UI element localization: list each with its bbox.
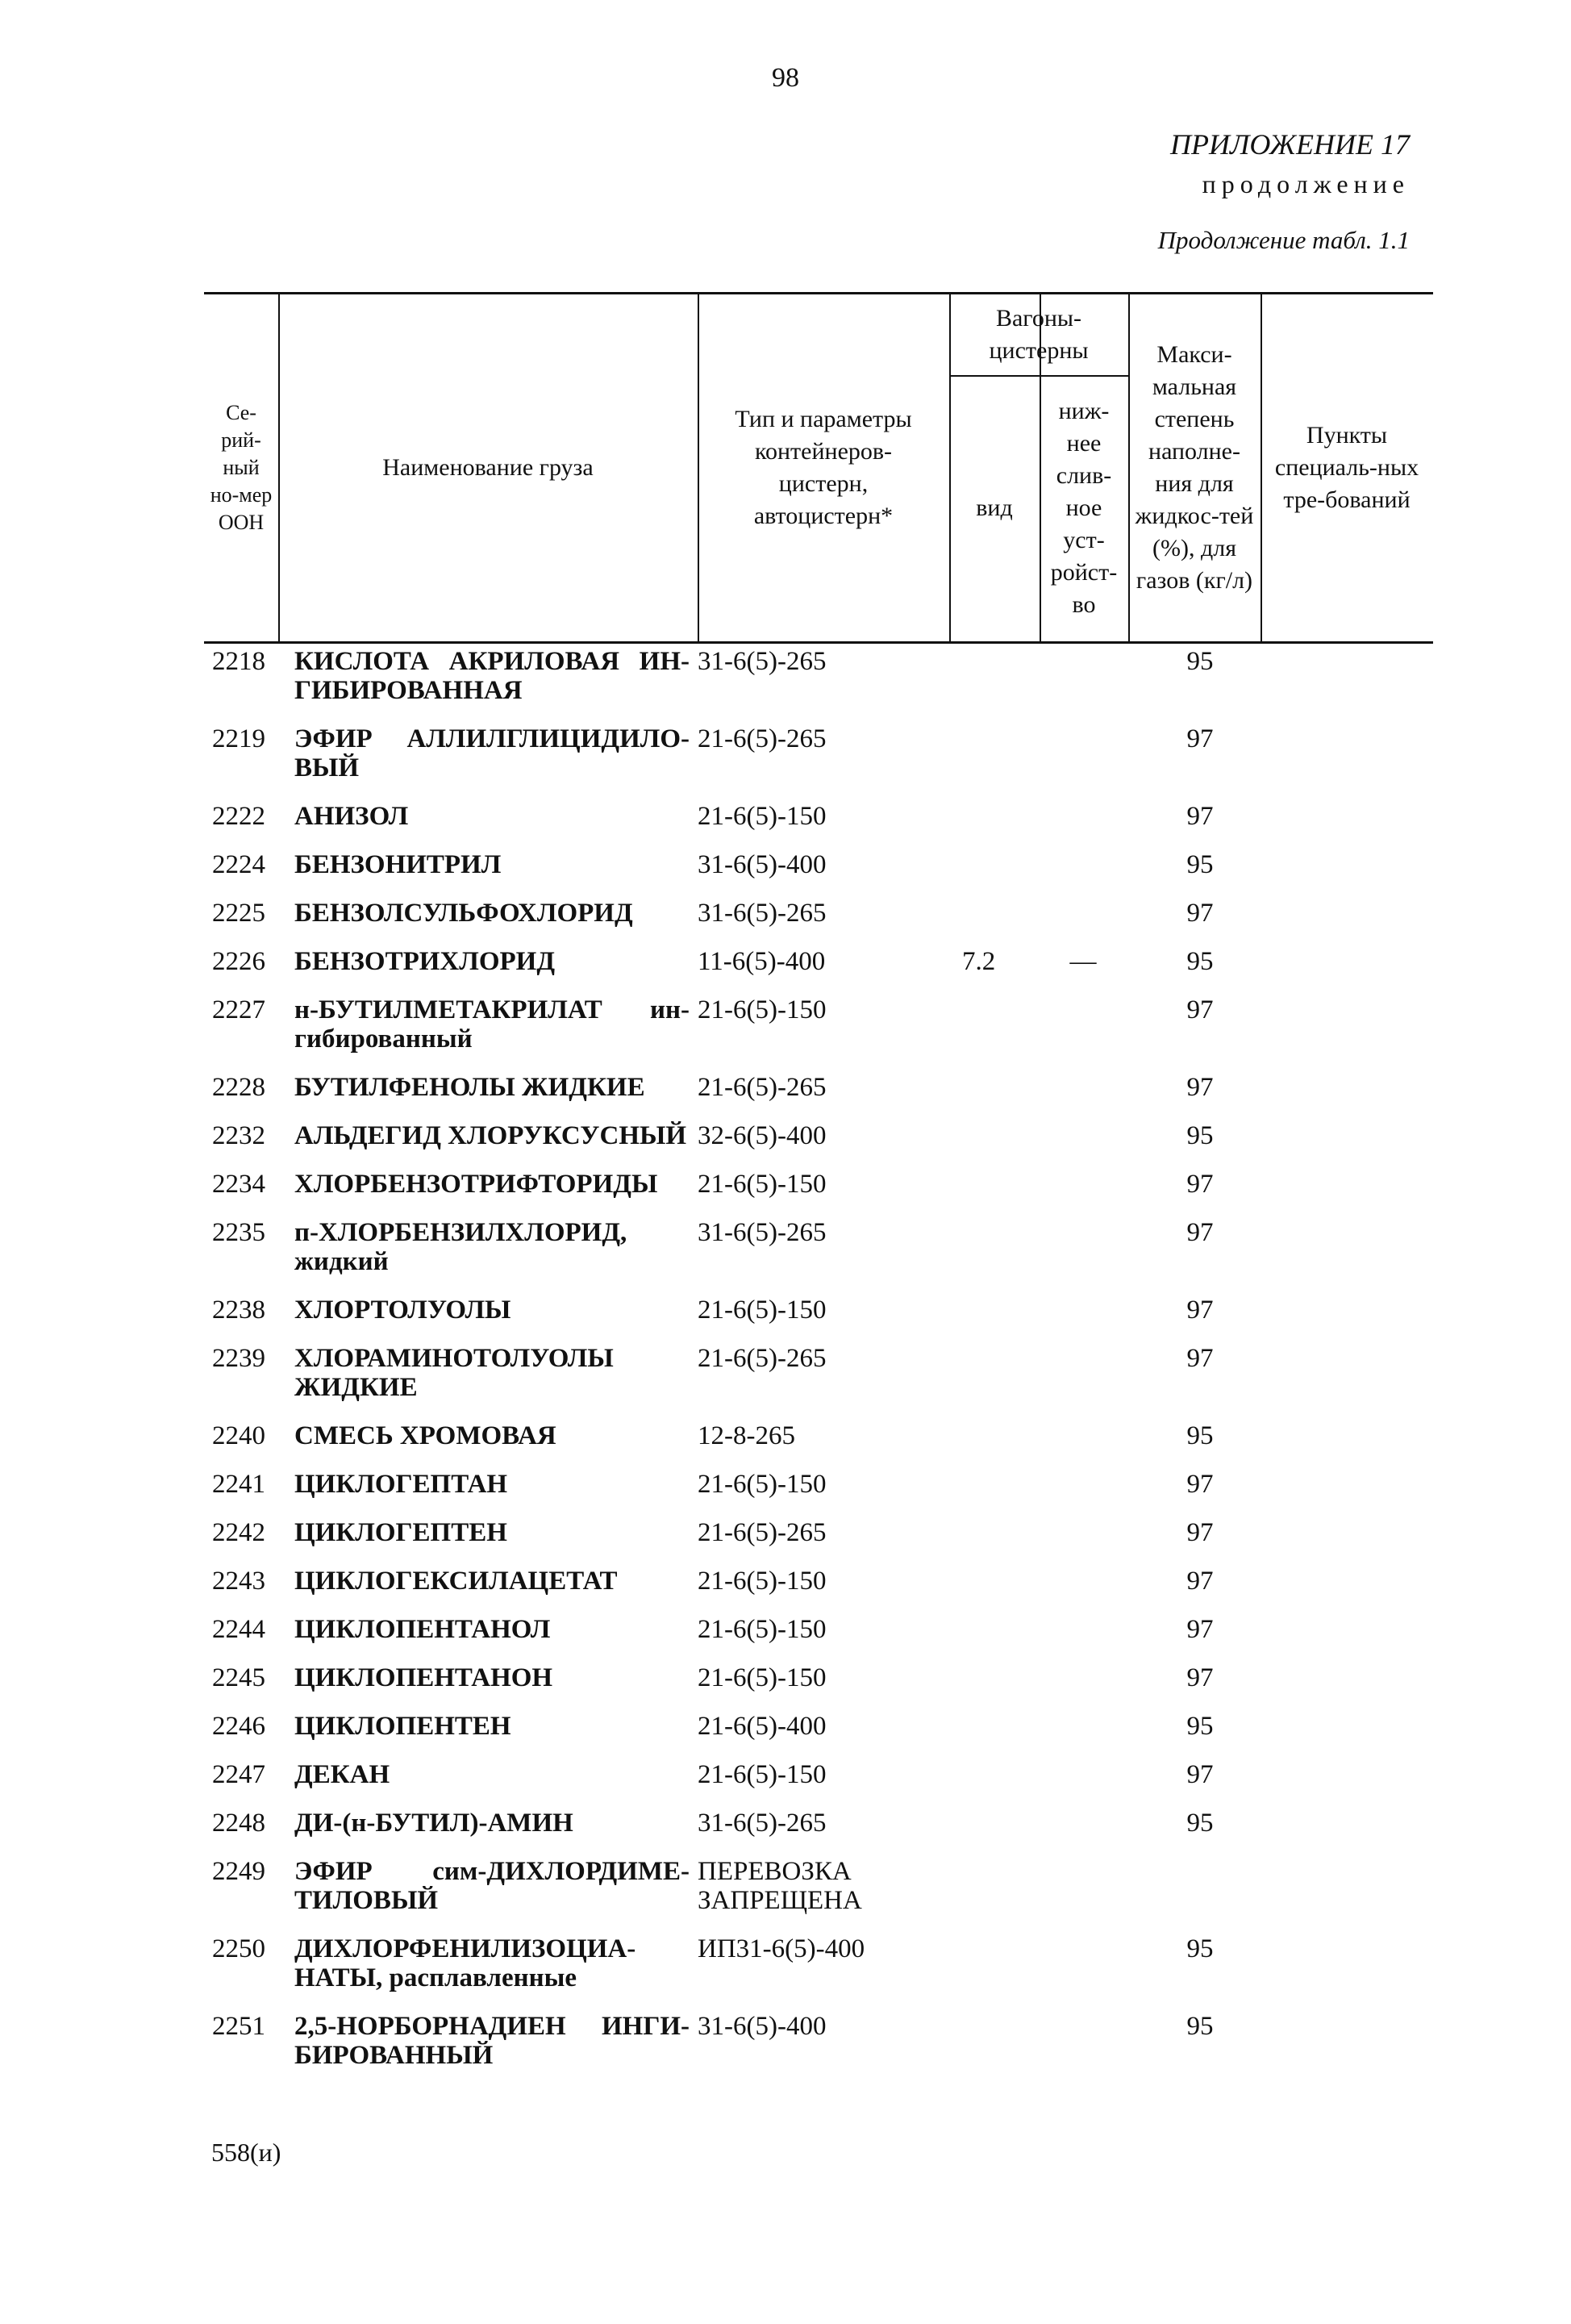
table-continued-label: Продолжение табл. 1.1 (1157, 226, 1410, 254)
cell-fill: 95 (1186, 2012, 1214, 2041)
cell-fill: 97 (1186, 1218, 1214, 1247)
cell-serial: 2228 (212, 1073, 265, 1102)
cell-fill: 95 (1186, 1809, 1214, 1838)
cell-serial: 2226 (212, 947, 265, 976)
cell-serial: 2219 (212, 724, 265, 753)
continued-label: продолжение (1202, 169, 1410, 198)
cell-name: ЦИКЛОПЕНТЕН (294, 1712, 511, 1741)
cell-name: БЕНЗОЛСУЛЬФОХЛОРИД (294, 899, 633, 928)
cell-fill: 97 (1186, 1344, 1214, 1373)
cell-name: п-ХЛОРБЕНЗИЛХЛОРИД, жидкий (294, 1218, 627, 1276)
cell-fill: 97 (1186, 1170, 1214, 1199)
footer-code: 558(и) (211, 2138, 281, 2167)
cell-fill: 97 (1186, 724, 1214, 753)
cell-serial: 2243 (212, 1567, 265, 1596)
cell-type: 21-6(5)-150 (698, 995, 827, 1024)
cell-serial: 2235 (212, 1218, 265, 1247)
cell-type: 11-6(5)-400 (698, 947, 826, 976)
cargo-table (204, 292, 1433, 2070)
cell-name: ДИХЛОРФЕНИЛИЗОЦИА-НАТЫ, расплавленные (294, 1934, 636, 1992)
cell-fill: 97 (1186, 802, 1214, 831)
cell-name: ЦИКЛОПЕНТАНОН (294, 1663, 553, 1692)
cell-serial: 2232 (212, 1121, 265, 1150)
cell-name: ХЛОРТОЛУОЛЫ (294, 1296, 511, 1325)
cell-serial: 2222 (212, 802, 265, 831)
cell-name: ЦИКЛОГЕПТАН (294, 1470, 508, 1499)
cell-fill: 95 (1186, 850, 1214, 879)
cell-serial: 2224 (212, 850, 265, 879)
cell-name: АНИЗОЛ (294, 802, 409, 831)
cell-type: 32-6(5)-400 (698, 1121, 827, 1150)
cell-type: 21-6(5)-400 (698, 1712, 827, 1741)
appendix-title: ПРИЛОЖЕНИЕ 17 (1170, 128, 1410, 161)
cell-type: 21-6(5)-150 (698, 1296, 827, 1325)
cell-type: 21-6(5)-150 (698, 1663, 827, 1692)
cell-name: АЛЬДЕГИД ХЛОРУКСУСНЫЙ (294, 1121, 687, 1150)
cell-name: БЕНЗОТРИХЛОРИД (294, 947, 556, 976)
cell-serial: 2251 (212, 2012, 265, 2041)
cell-serial: 2242 (212, 1518, 265, 1547)
cell-type: 21-6(5)-150 (698, 1567, 827, 1596)
cell-name: ЦИКЛОГЕПТЕН (294, 1518, 507, 1547)
header-name: Наименование груза (382, 454, 594, 481)
cell-serial: 2244 (212, 1615, 265, 1644)
cell-name: ЦИКЛОПЕНТАНОЛ (294, 1615, 551, 1644)
cell-vid: 7.2 (962, 947, 996, 976)
cell-type: 31-6(5)-265 (698, 899, 827, 928)
page-number: 98 (772, 63, 799, 93)
cell-type: 31-6(5)-400 (698, 2012, 827, 2041)
cell-type: 21-6(5)-150 (698, 802, 827, 831)
cell-type: 21-6(5)-150 (698, 1170, 827, 1199)
cell-fill: 97 (1186, 995, 1214, 1024)
cell-name: ДИ-(н-БУТИЛ)-АМИН (294, 1809, 573, 1838)
cell-name: ХЛОРБЕНЗОТРИФТОРИДЫ (294, 1170, 658, 1199)
cell-fill: 97 (1186, 1518, 1214, 1547)
header-serial: Се-рий-ный но-мер ООН (210, 401, 273, 534)
cell-type: 21-6(5)-265 (698, 724, 827, 753)
cell-fill: 97 (1186, 1760, 1214, 1789)
cell-serial: 2240 (212, 1421, 265, 1450)
cell-name: КИСЛОТА АКРИЛОВАЯ ИН-ГИБИРОВАННАЯ (294, 647, 690, 705)
cell-fill: 95 (1186, 1121, 1214, 1150)
cell-serial: 2247 (212, 1760, 265, 1789)
cell-fill: 95 (1186, 947, 1214, 976)
cell-type: 31-6(5)-265 (698, 647, 827, 676)
cell-name: ЦИКЛОГЕКСИЛАЦЕТАТ (294, 1567, 618, 1596)
cell-name: ЭФИР сим-ДИХЛОРДИМЕ-ТИЛОВЫЙ (294, 1857, 690, 1915)
cell-serial: 2225 (212, 899, 265, 928)
cell-type: 21-6(5)-150 (698, 1615, 827, 1644)
cell-type: 21-6(5)-150 (698, 1470, 827, 1499)
header-type: Тип и параметры контейнеров-цистерн, автоцистерн* (735, 406, 912, 529)
cell-serial: 2238 (212, 1296, 265, 1325)
cell-fill: 95 (1186, 647, 1214, 676)
cell-fill: 97 (1186, 1567, 1214, 1596)
cell-type: ПЕРЕВОЗКА ЗАПРЕЩЕНА (698, 1857, 862, 1915)
cell-serial: 2241 (212, 1470, 265, 1499)
cell-type: 21-6(5)-265 (698, 1344, 827, 1373)
cell-drain: — (1069, 947, 1097, 976)
cell-fill: 97 (1186, 1663, 1214, 1692)
cell-type: 12-8-265 (698, 1421, 795, 1450)
cell-name: ЭФИР АЛЛИЛГЛИЦИДИЛО-ВЫЙ (294, 724, 690, 782)
cell-type: 31-6(5)-265 (698, 1809, 827, 1838)
cell-fill: 97 (1186, 1470, 1214, 1499)
table-header (204, 292, 1433, 644)
cell-name: БЕНЗОНИТРИЛ (294, 850, 502, 879)
cell-fill: 97 (1186, 1296, 1214, 1325)
cell-name: ХЛОРАМИНОТОЛУОЛЫ ЖИДКИЕ (294, 1344, 614, 1402)
header-drain: ниж-нее слив-ное уст-ройст-во (1050, 398, 1118, 618)
cell-serial: 2245 (212, 1663, 265, 1692)
cell-fill: 95 (1186, 1712, 1214, 1741)
cell-fill: 95 (1186, 1934, 1214, 1963)
cell-name: СМЕСЬ ХРОМОВАЯ (294, 1421, 556, 1450)
cell-serial: 2239 (212, 1344, 265, 1373)
cell-serial: 2250 (212, 1934, 265, 1963)
cell-serial: 2227 (212, 995, 265, 1024)
cell-name: 2,5-НОРБОРНАДИЕН ИНГИ-БИРОВАННЫЙ (294, 2012, 690, 2070)
cell-type: 31-6(5)-265 (698, 1218, 827, 1247)
cell-fill: 97 (1186, 1615, 1214, 1644)
cell-type: 21-6(5)-150 (698, 1760, 827, 1789)
cell-name: БУТИЛФЕНОЛЫ ЖИДКИЕ (294, 1073, 645, 1102)
cell-serial: 2246 (212, 1712, 265, 1741)
cell-name: ДЕКАН (294, 1760, 390, 1789)
cell-fill: 97 (1186, 899, 1214, 928)
cell-serial: 2249 (212, 1857, 265, 1886)
cell-serial: 2218 (212, 647, 265, 676)
cell-type: 21-6(5)-265 (698, 1518, 827, 1547)
cell-type: 21-6(5)-265 (698, 1073, 827, 1102)
cell-name: н-БУТИЛМЕТАКРИЛАТ ин-гибированный (294, 995, 690, 1054)
cell-fill: 97 (1186, 1073, 1214, 1102)
cell-type: ИП31-6(5)-400 (698, 1934, 865, 1963)
header-wagons: Вагоны-цистерны (989, 305, 1089, 364)
header-special: Пункты специаль-ных тре-бований (1274, 422, 1419, 513)
cell-serial: 2248 (212, 1809, 265, 1838)
cell-serial: 2234 (212, 1170, 265, 1199)
cell-fill: 95 (1186, 1421, 1214, 1450)
header-fill: Макси-мальная степень наполне-ния для жидкос-тей (%), для газов (кг/л) (1135, 341, 1254, 594)
cell-type: 31-6(5)-400 (698, 850, 827, 879)
header-vid: вид (976, 494, 1013, 521)
